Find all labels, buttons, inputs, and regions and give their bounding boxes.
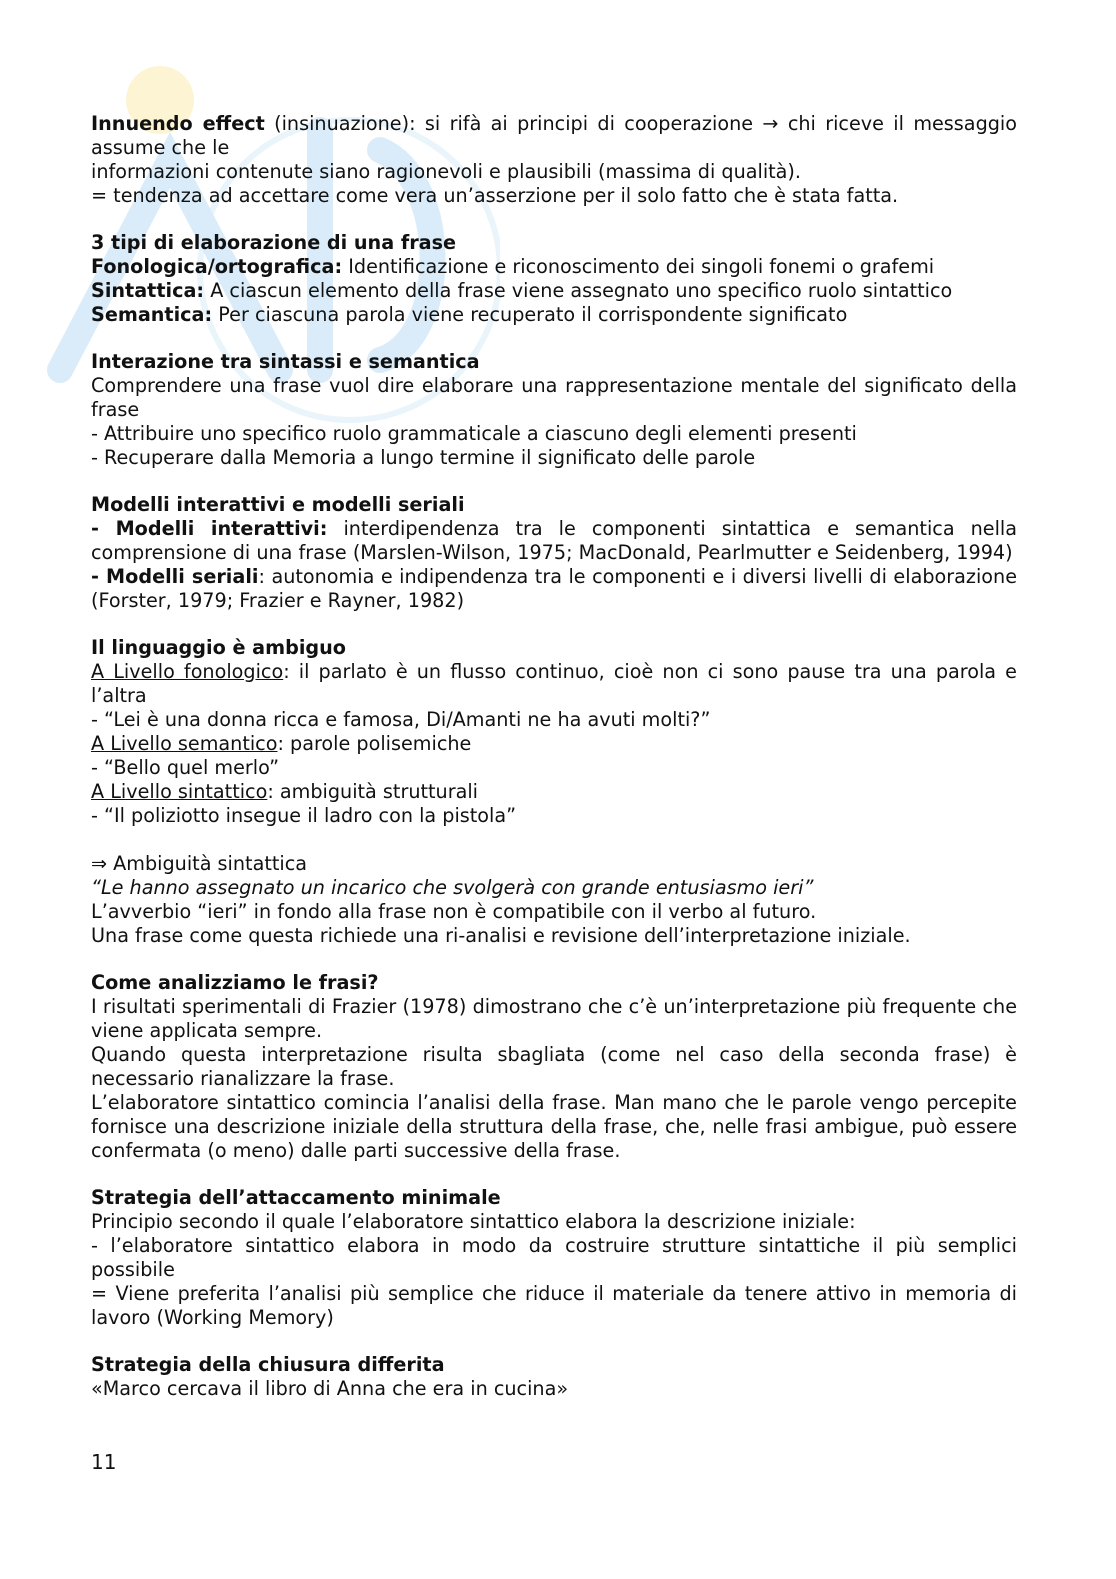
example: - “Il poliziotto insegue il ladro con la pistola” bbox=[91, 804, 517, 827]
document-page bbox=[91, 112, 1017, 1424]
innuendo-line: informazioni contenute siano ragionevoli e plausibili (massima di qualità). bbox=[91, 160, 802, 183]
section-title: Come analizziamo le frasi? bbox=[91, 971, 379, 994]
section-late-closure bbox=[91, 1353, 1017, 1401]
section-elaboration-types bbox=[91, 231, 1017, 327]
list-item: Fonologica/ortografica: Identificazione e riconoscimento dei singoli fonemi o grafemi bbox=[91, 255, 935, 278]
paragraph: A Livello semantico: parole polisemiche bbox=[91, 732, 472, 755]
list-item: Sintattica: A ciascun elemento della frase viene assegnato uno specifico ruolo sintattico bbox=[91, 279, 953, 302]
list-item: - Modelli seriali: autonomia e indipendenza tra le componenti e i diversi livelli di elaborazione (Forster, 1979; Frazier e Rayner, 1982) bbox=[91, 565, 1017, 612]
list-item: - Modelli interattivi: interdipendenza tra le componenti sintattica e semantica nella comprensione di una frase (Marslen-Wilson, 1975; MacDonald, Pearlmutter e Seidenberg, 1994) bbox=[91, 517, 1017, 564]
page-number: 11 bbox=[91, 1450, 117, 1474]
paragraph: A Livello fonologico: il parlato è un flusso continuo, cioè non ci sono pause tra una parola e l’altra bbox=[91, 660, 1017, 707]
example-italic: “Le hanno assegnato un incarico che svolgerà con grande entusiasmo ieri” bbox=[91, 876, 814, 899]
innuendo-term: Innuendo effect bbox=[91, 112, 265, 135]
section-title: Strategia dell’attaccamento minimale bbox=[91, 1186, 501, 1209]
paragraph: Quando questa interpretazione risulta sbagliata (come nel caso della seconda frase) è necessario rianalizzare la frase. bbox=[91, 1043, 1017, 1090]
list-item: Semantica: Per ciascuna parola viene recuperato il corrispondente significato bbox=[91, 303, 848, 326]
example: «Marco cercava il libro di Anna che era in cucina» bbox=[91, 1377, 569, 1400]
section-models bbox=[91, 493, 1017, 613]
paragraph: L’elaboratore sintattico comincia l’analisi della frase. Man mano che le parole vengo percepite fornisce una descrizione iniziale della struttura della frase, che, nelle frasi ambigue, può essere confermata (o meno) dalle parti successive della frase. bbox=[91, 1091, 1017, 1162]
section-innuendo bbox=[91, 112, 1017, 208]
section-syntax-semantics bbox=[91, 350, 1017, 470]
paragraph: A Livello sintattico: ambiguità strutturali bbox=[91, 780, 479, 803]
example: - “Bello quel merlo” bbox=[91, 756, 280, 779]
section-title: Strategia della chiusura differita bbox=[91, 1353, 445, 1376]
section-title: Interazione tra sintassi e semantica bbox=[91, 350, 480, 373]
innuendo-definition: = tendenza ad accettare come vera un’asserzione per il solo fatto che è stata fatta. bbox=[91, 184, 899, 207]
section-title: 3 tipi di elaborazione di una frase bbox=[91, 231, 457, 254]
list-item: - Recuperare dalla Memoria a lungo termine il significato delle parole bbox=[91, 446, 756, 469]
paragraph: Comprendere una frase vuol dire elaborare una rappresentazione mentale del significato della frase bbox=[91, 374, 1017, 421]
section-title: Il linguaggio è ambiguo bbox=[91, 636, 346, 659]
example: - “Lei è una donna ricca e famosa, Di/Amanti ne ha avuti molti?” bbox=[91, 708, 711, 731]
paragraph: Una frase come questa richiede una ri-analisi e revisione dell’interpretazione iniziale. bbox=[91, 924, 911, 947]
ambiguity-heading: ⇒ Ambiguità sintattica bbox=[91, 852, 308, 875]
innuendo-paragraph: Innuendo effect (insinuazione): si rifà ai principi di cooperazione → chi riceve il messaggio assume che le bbox=[91, 112, 1017, 159]
section-title: Modelli interattivi e modelli seriali bbox=[91, 493, 465, 516]
list-item: - Attribuire uno specifico ruolo grammaticale a ciascuno degli elementi presenti bbox=[91, 422, 857, 445]
section-ambiguity bbox=[91, 636, 1017, 948]
paragraph: L’avverbio “ieri” in fondo alla frase non è compatibile con il verbo al futuro. bbox=[91, 900, 817, 923]
paragraph: I risultati sperimentali di Frazier (1978) dimostrano che c’è un’interpretazione più frequente che viene applicata sempre. bbox=[91, 995, 1017, 1042]
paragraph: = Viene preferita l’analisi più semplice che riduce il materiale da tenere attivo in memoria di lavoro (Working Memory) bbox=[91, 1282, 1017, 1329]
section-minimal-attachment bbox=[91, 1186, 1017, 1330]
paragraph: Principio secondo il quale l’elaboratore sintattico elabora la descrizione iniziale: bbox=[91, 1210, 856, 1233]
section-analysis bbox=[91, 971, 1017, 1163]
list-item: - l’elaboratore sintattico elabora in modo da costruire strutture sintattiche il più semplici possibile bbox=[91, 1234, 1017, 1281]
